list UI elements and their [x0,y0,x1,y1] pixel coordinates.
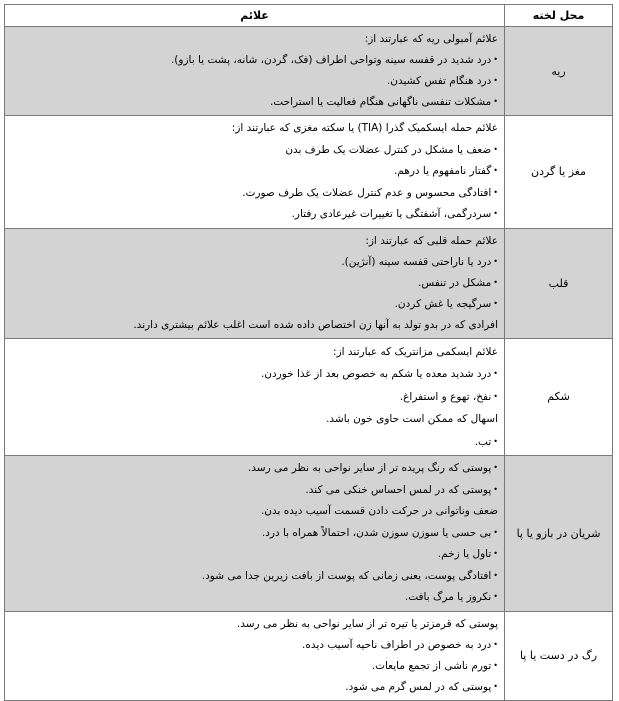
symptoms-cell [5,27,505,116]
location-cell: شکم [505,338,613,456]
symptom-line: علائم ایسکمی مزانتریک که عبارتند از: [333,345,498,358]
symptom-line: • افتادگی محسوس و عدم کنترل عضلات یک طرف صورت. [11,183,498,205]
symptom-line: • درد یا ناراحتی قفسه سینه (آنژین). [11,252,498,273]
location-cell: قلب [505,228,613,338]
symptom-line: علائم آمبولی ریه که عبارتند از: [364,33,498,45]
symptom-line: • نفخ، تهوع و استفراغ. [11,386,498,409]
location-cell: رگ در دست یا پا [505,611,613,700]
symptoms-cell [5,228,505,338]
symptom-line: • مشکلات تنفسی ناگهانی هنگام فعالیت یا استراحت. [11,92,498,113]
symptoms-cell [5,456,505,612]
symptom-line: • مشکل در تنفس. [11,273,498,294]
symptom-line: پوستی که قرمزتر یا تیره تر از سایر نواحی به نظر می رسد. [236,617,498,630]
symptom-line: • پوستی که در لمس گرم می شود. [11,677,498,698]
symptom-line: • پوستی که در لمس احساس خنکی می کند. [11,480,498,502]
header-location: محل لخته [505,5,613,27]
symptoms-table [4,4,613,701]
symptom-line: • بی حسی یا سوزن سوزن شدن، احتمالاً همراه با درد. [11,523,498,545]
symptom-line: • سرگیجه یا غش کردن. [11,294,498,315]
symptom-line: • درد به خصوص در اطراف ناحیه آسیب دیده. [11,635,498,656]
location-cell: مغز یا گردن [505,116,613,229]
table-row-brain [5,116,613,229]
location-cell: ریه [505,27,613,116]
table-row-artery [5,456,613,612]
symptom-line: • پوستی که رنگ پریده تر از سایر نواحی به نظر می رسد. [11,458,498,480]
symptom-line: علائم حمله ایسکمیک گذرا (TIA) یا سکته مغزی که عبارتند از: [231,122,498,134]
symptoms-cell [5,116,505,229]
symptom-line: اسهال که ممکن است حاوی خون باشد. [326,413,498,425]
symptom-line: • درد هنگام تفس کشیدن. [11,71,498,92]
table-row-vein [5,611,613,700]
symptom-line: • ضعف یا مشکل در کنترل عضلات یک طرف بدن [11,140,498,162]
header-row [5,5,613,27]
symptoms-cell [5,338,505,456]
symptom-line: • سردرگمی، آشفتگی یا تغییرات غیرعادی رفتار. [11,204,498,226]
header-symptoms: علائم [5,5,505,27]
symptom-line: • تورم ناشی از تجمع مایعات. [11,656,498,677]
table-row-abdomen [5,338,613,456]
symptom-line: علائم حمله قلبی که عبارتند از: [365,234,498,247]
symptom-line: • تاول یا زخم. [11,544,498,566]
symptom-line: • درد شدید در قفسه سینه وتواحی اطراف (فک، گردن، شانه، پشت یا بازو). [11,50,498,71]
symptom-line: ضعف وناتوانی در حرکت دادن قسمت آسیب دیده بدن. [260,505,498,517]
table-row-heart [5,228,613,338]
symptom-line: • تب. [11,431,498,454]
symptom-line: افرادی که در بدو تولد به آنها زن اختصاص داده شده است اغلب علائم بیشتری دارند. [133,318,498,331]
symptom-line: • گفتار نامفهوم یا درهم. [11,161,498,183]
symptom-line: • نکروز یا مرگ بافت. [11,587,498,609]
symptom-line: • درد شدید معده یا شکم به خصوص بعد از غذا خوردن. [11,363,498,386]
table-row-lung [5,27,613,116]
symptoms-cell [5,611,505,700]
symptom-line: • افتادگی پوست، یعنی زمانی که پوست از بافت زیرین جدا می شود. [11,566,498,588]
location-cell: شریان در بازو یا پا [505,456,613,612]
